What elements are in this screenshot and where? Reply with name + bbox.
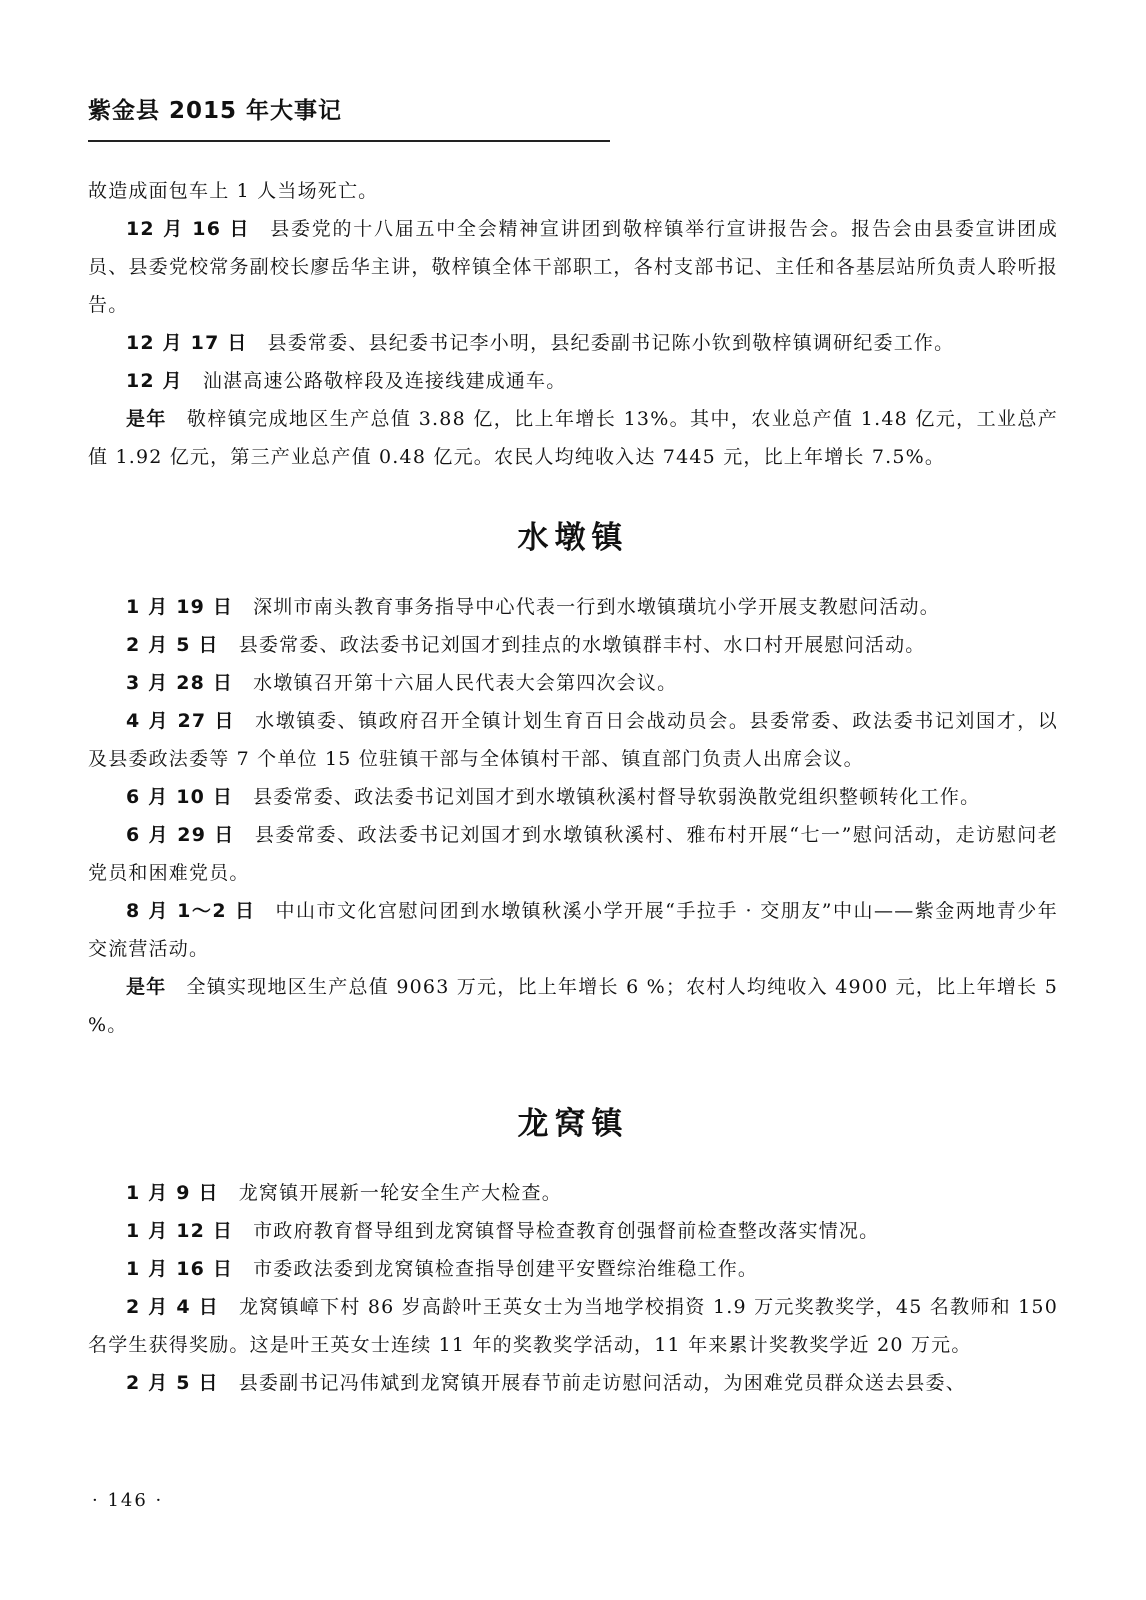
- event-date: 6 月 10 日: [126, 786, 234, 808]
- event-date: 是年: [126, 408, 167, 430]
- event-text: 深圳市南头教育事务指导中心代表一行到水墩镇璜坑小学开展支教慰问活动。: [253, 596, 940, 618]
- event-entry: [88, 1250, 1058, 1288]
- event-text: 水墩镇委、镇政府召开全镇计划生育百日会战动员会。县委常委、政法委书记刘国才，以及县委政法委等 7 个单位 15 位驻镇干部与全体镇村干部、镇直部门负责人出席会议。: [88, 710, 1058, 770]
- event-date: 1 月 9 日: [126, 1182, 219, 1204]
- event-text: 敬梓镇完成地区生产总值 3.88 亿，比上年增长 13%。其中，农业总产值 1.48 亿元，工业总产值 1.92 亿元，第三产业总产值 0.48 亿元。农民人均纯收入达 7445 元，比上年增长 7.5%。: [88, 408, 1058, 468]
- header-title: 紫金县 2015 年大事记: [88, 98, 343, 124]
- event-date: 1 月 16 日: [126, 1258, 234, 1280]
- event-entry: [88, 1212, 1058, 1250]
- event-date: 2 月 5 日: [126, 634, 219, 656]
- event-text: 市委政法委到龙窝镇检查指导创建平安暨综治维稳工作。: [253, 1258, 759, 1280]
- event-text: 市政府教育督导组到龙窝镇督导检查教育创强督前检查整改落实情况。: [253, 1220, 880, 1242]
- event-date: 是年: [126, 976, 167, 998]
- longwo-entries: [88, 1174, 1058, 1402]
- event-entry: [88, 588, 1058, 626]
- event-entry: [88, 892, 1058, 968]
- event-date: 2 月 4 日: [126, 1296, 219, 1318]
- page-number: · 146 ·: [92, 1490, 164, 1511]
- event-entry: [88, 324, 1058, 362]
- event-entry: [88, 664, 1058, 702]
- event-date: 6 月 29 日: [126, 824, 235, 846]
- event-date: 12 月 17 日: [126, 332, 248, 354]
- event-entry: [88, 816, 1058, 892]
- header-rule: [88, 140, 610, 142]
- running-header: [88, 96, 608, 142]
- event-entry: [88, 626, 1058, 664]
- event-entry: [88, 362, 1058, 400]
- event-entry: [88, 1364, 1058, 1402]
- event-entry: [88, 400, 1058, 476]
- event-date: 1 月 19 日: [126, 596, 234, 618]
- event-entry: [88, 1288, 1058, 1364]
- event-entry: [88, 778, 1058, 816]
- event-date: 1 月 12 日: [126, 1220, 234, 1242]
- event-date: 8 月 1～2 日: [126, 900, 256, 922]
- event-entry: [88, 968, 1058, 1044]
- event-entry: [88, 210, 1058, 324]
- continuation-paragraph: 故造成面包车上 1 人当场死亡。: [88, 180, 379, 202]
- event-date: 12 月: [126, 370, 183, 392]
- event-text: 龙窝镇开展新一轮安全生产大检查。: [238, 1182, 562, 1204]
- section-title-longwo: 龙窝镇: [517, 1106, 629, 1142]
- event-text: 全镇实现地区生产总值 9063 万元，比上年增长 6 %；农村人均纯收入 4900 元，比上年增长 5 %。: [88, 976, 1059, 1036]
- event-date: 3 月 28 日: [126, 672, 234, 694]
- event-text: 汕湛高速公路敬梓段及连接线建成通车。: [202, 370, 567, 392]
- event-text: 水墩镇召开第十六届人民代表大会第四次会议。: [253, 672, 678, 694]
- section-title-shuidun: 水墩镇: [517, 520, 629, 556]
- event-entry: [88, 702, 1058, 778]
- event-date: 4 月 27 日: [126, 710, 236, 732]
- shuidun-entries: [88, 588, 1058, 1044]
- event-text: 县委常委、政法委书记刘国才到挂点的水墩镇群丰村、水口村开展慰问活动。: [238, 634, 926, 656]
- event-text: 县委常委、政法委书记刘国才到水墩镇秋溪村督导软弱涣散党组织整顿转化工作。: [253, 786, 981, 808]
- event-date: 12 月 16 日: [126, 218, 251, 240]
- event-text: 县委常委、政法委书记刘国才到水墩镇秋溪村、雅布村开展“七一”慰问活动，走访慰问老党员和困难党员。: [88, 824, 1059, 884]
- event-entry: [88, 1174, 1058, 1212]
- page-content: [88, 172, 1058, 1402]
- event-text: 中山市文化宫慰问团到水墩镇秋溪小学开展“手拉手 · 交朋友”中山——紫金两地青少年交流营活动。: [88, 900, 1059, 960]
- event-text: 县委副书记冯伟斌到龙窝镇开展春节前走访慰问活动，为困难党员群众送去县委、: [238, 1372, 966, 1394]
- event-date: 2 月 5 日: [126, 1372, 219, 1394]
- jingzi-entries: [88, 210, 1058, 476]
- event-text: 龙窝镇嶂下村 86 岁高龄叶王英女士为当地学校捐资 1.9 万元奖教奖学，45 名教师和 150 名学生获得奖励。这是叶王英女士连续 11 年的奖教奖学活动，11 年来累计奖教奖学近 20 万元。: [88, 1296, 1058, 1356]
- event-text: 县委常委、县纪委书记李小明，县纪委副书记陈小钦到敬梓镇调研纪委工作。: [267, 332, 955, 354]
- event-text: 县委党的十八届五中全会精神宣讲团到敬梓镇举行宣讲报告会。报告会由县委宣讲团成员、县委党校常务副校长廖岳华主讲，敬梓镇全体干部职工，各村支部书记、主任和各基层站所负责人聆听报告。: [88, 218, 1058, 316]
